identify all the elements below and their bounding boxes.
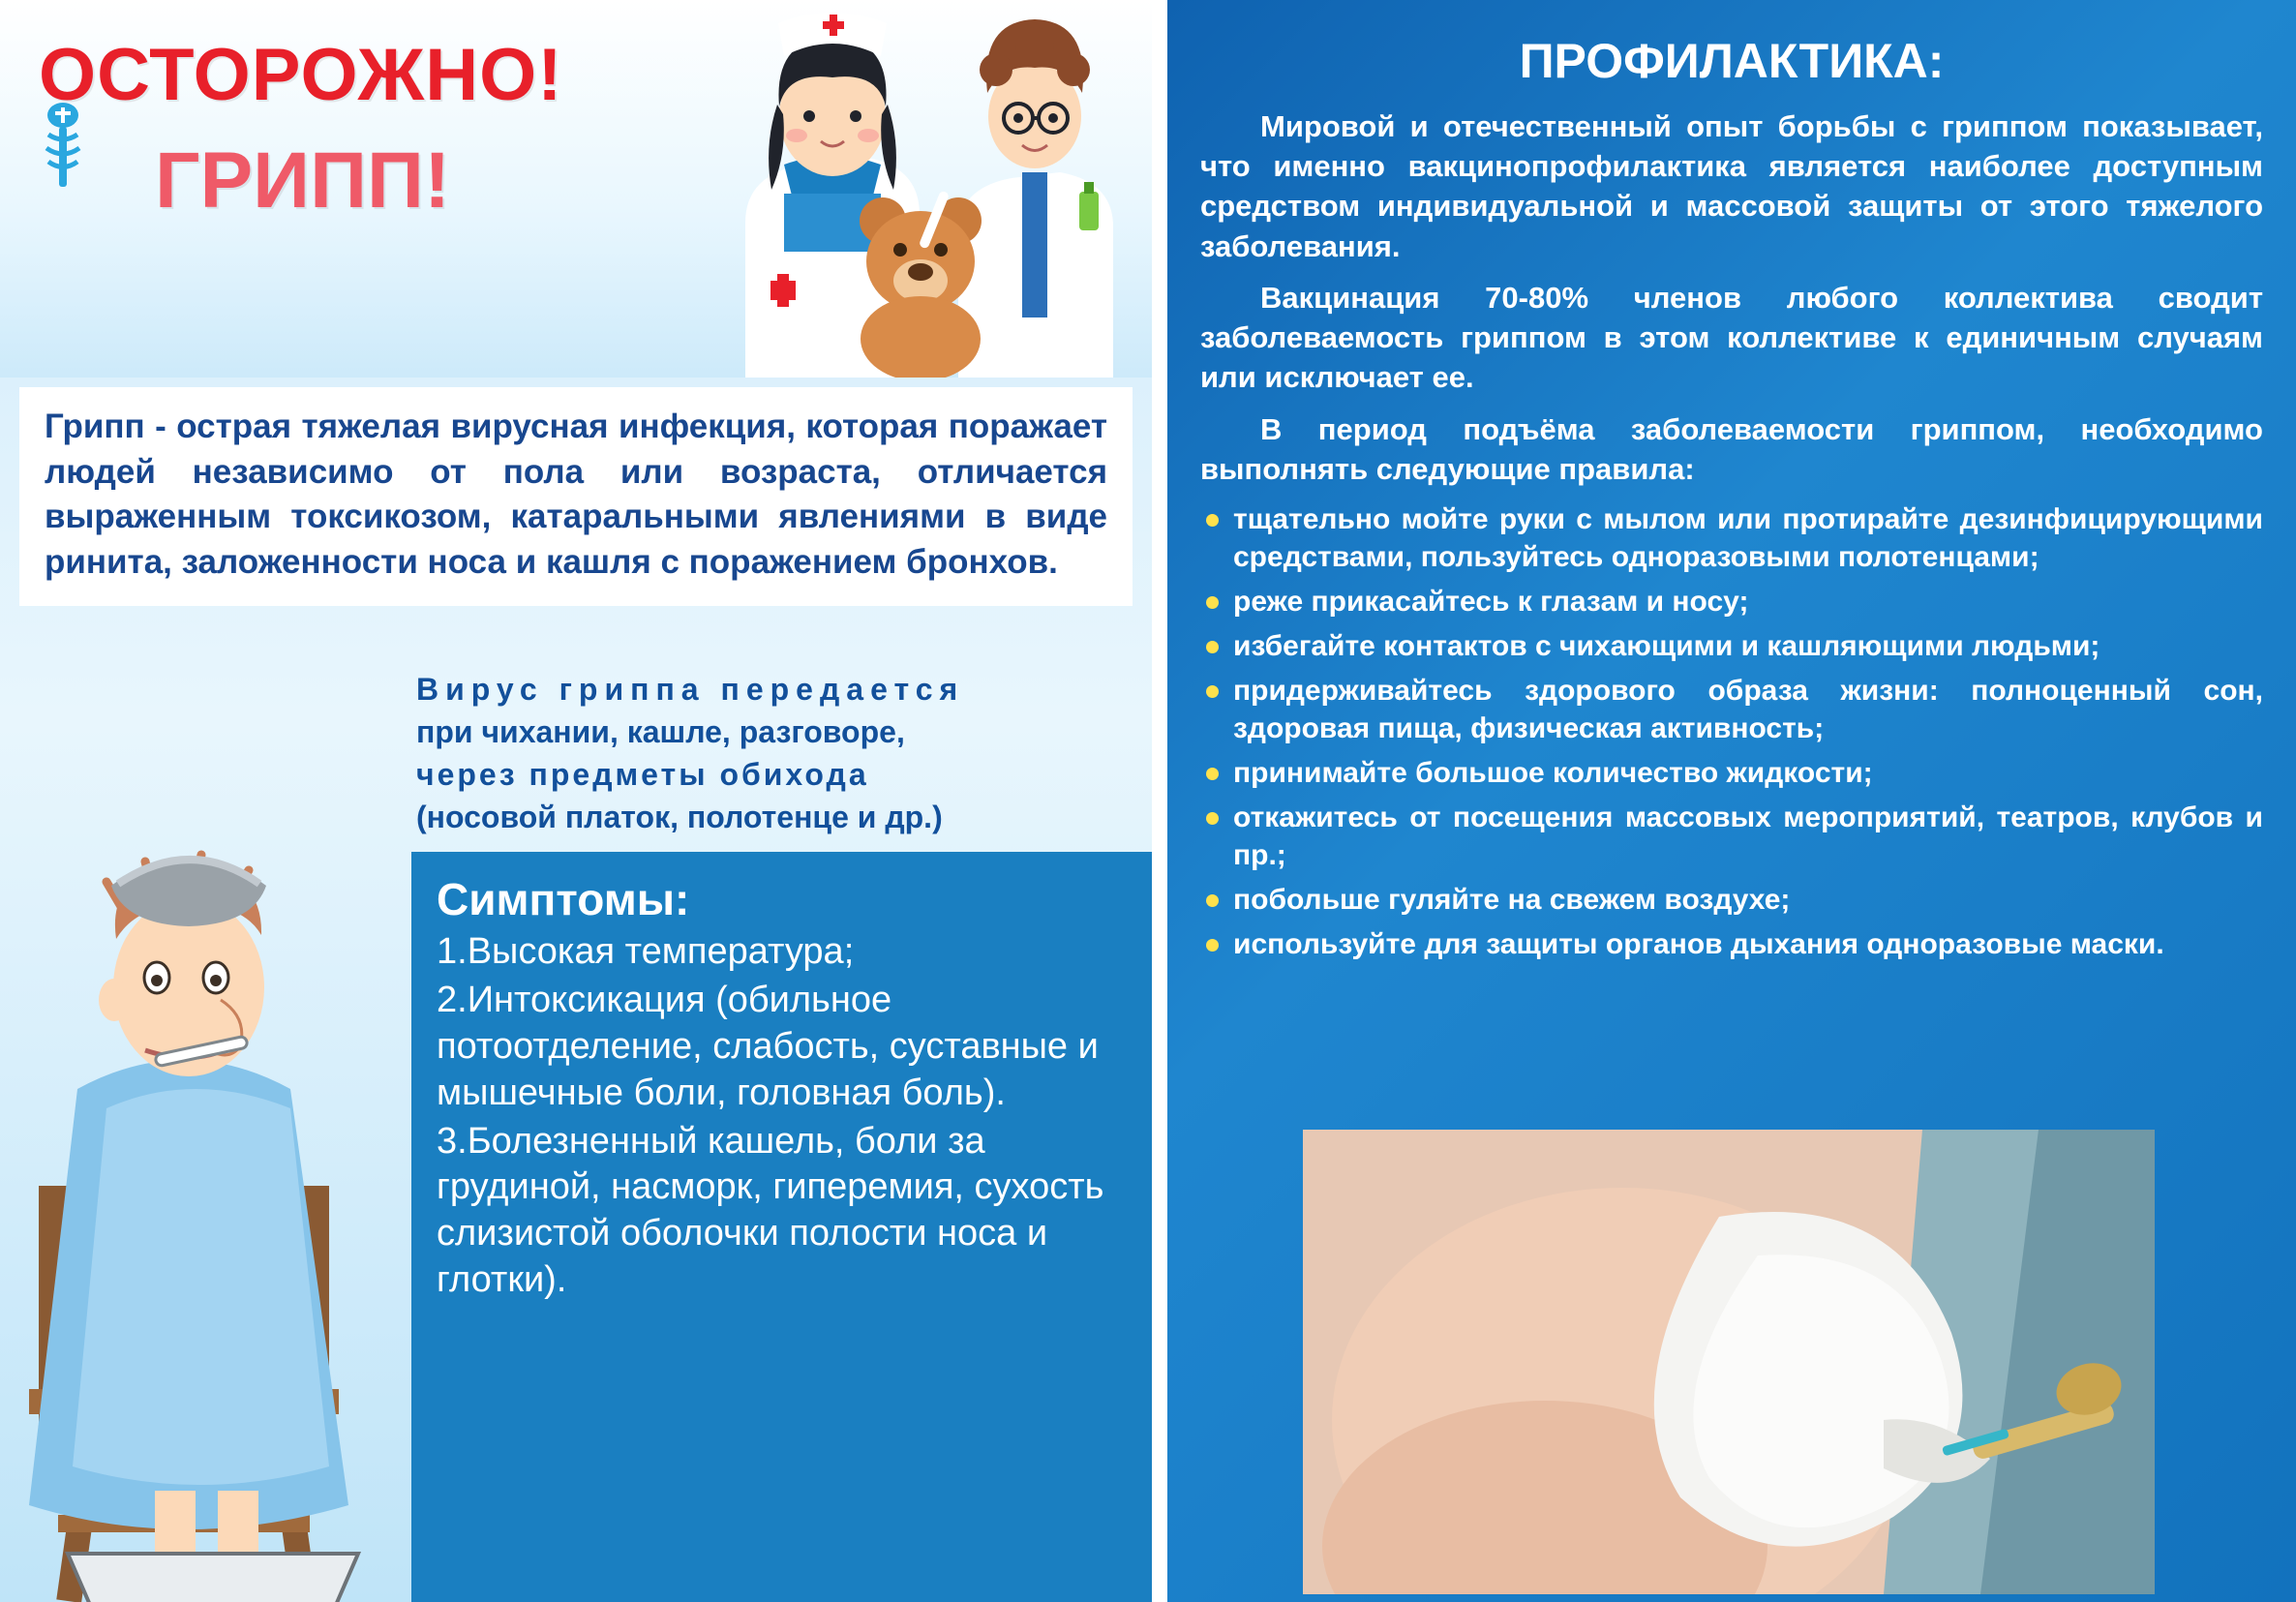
symptom-item: 3.Болезненный кашель, боли за грудиной, насморк, гиперемия, сухость слизистой оболочки полости носа и глотки). xyxy=(437,1120,1104,1301)
prevention-paragraph: Мировой и отечественный опыт борьбы с гриппом показывает, что именно вакцинопрофилактика является наиболее доступным средством индивидуальной и массовой защиты от этого тяжелого заболевания. xyxy=(1200,109,2263,263)
symptoms-box xyxy=(411,852,1152,1602)
symptom-item: 1.Высокая температура; xyxy=(437,931,855,972)
rule-item: откажитесь от посещения массовых мероприятий, театров, клубов и пр.; xyxy=(1200,799,2263,874)
symptoms-title: Симптомы: xyxy=(437,874,690,924)
symptom-item: 2.Интоксикация (обильное потоотделение, слабость, суставные и мышечные боли, головная боль). xyxy=(437,979,1099,1113)
transmission-line-1: Вирус гриппа передается xyxy=(416,672,965,707)
doctor-illustration xyxy=(958,19,1113,378)
prevention-paragraph: Вакцинация 70-80% членов любого коллектива сводит заболеваемость гриппом в этом коллективе к единичным случаям или исключает ее. xyxy=(1200,280,2263,395)
right-panel xyxy=(1167,0,2296,1602)
prevention-paragraph: В период подъёма заболеваемости гриппом, необходимо выполнять следующие правила: xyxy=(1200,411,2263,486)
nurse-doctor-illustration xyxy=(639,0,1142,378)
prevention-rules-list xyxy=(1200,500,2263,963)
prevention-title: ПРОФИЛАКТИКА: xyxy=(1519,34,1945,88)
transmission-line-2: при чихании, кашле, разговоре, xyxy=(416,714,905,750)
rule-item: используйте для защиты органов дыхания одноразовые маски. xyxy=(1200,925,2263,963)
rule-item: придерживайтесь здорового образа жизни: полноценный сон, здоровая пища, физическая активность; xyxy=(1200,672,2263,747)
transmission-line-4: (носовой платок, полотенце и др.) xyxy=(416,800,943,835)
vaccination-photo xyxy=(1303,1130,2155,1594)
prevention-content xyxy=(1167,0,2296,963)
transmission-line-3: через предметы обихода xyxy=(416,757,869,793)
rule-item: побольше гуляйте на свежем воздухе; xyxy=(1200,881,2263,919)
title-flu: ГРИПП! xyxy=(155,136,451,225)
symptoms-list xyxy=(437,929,1127,1304)
rule-item: реже прикасайтесь к глазам и носу; xyxy=(1200,583,2263,620)
left-header-area xyxy=(0,0,1152,378)
rule-item: тщательно мойте руки с мылом или протирайте дезинфицирующими средствами, пользуйтесь одноразовыми полотенцами; xyxy=(1200,500,2263,576)
intro-box xyxy=(19,387,1133,606)
vaccination-photo-image xyxy=(1303,1130,2155,1594)
title-warning: ОСТОРОЖНО! xyxy=(39,34,563,116)
teddy-bear-illustration xyxy=(860,190,982,378)
poster-title-block xyxy=(39,34,658,225)
rule-item: избегайте контактов с чихающими и кашляющими людьми; xyxy=(1200,627,2263,665)
transmission-box xyxy=(416,668,1133,839)
sick-man-illustration xyxy=(10,770,426,1602)
rule-item: принимайте большое количество жидкости; xyxy=(1200,754,2263,792)
intro-text: Грипп - острая тяжелая вирусная инфекция, которая поражает людей независимо от пола или возраста, отличается выраженным токсикозом, катаральными явлениями в виде ринита, заложенности носа и кашля с поражением бронхов. xyxy=(45,408,1107,581)
